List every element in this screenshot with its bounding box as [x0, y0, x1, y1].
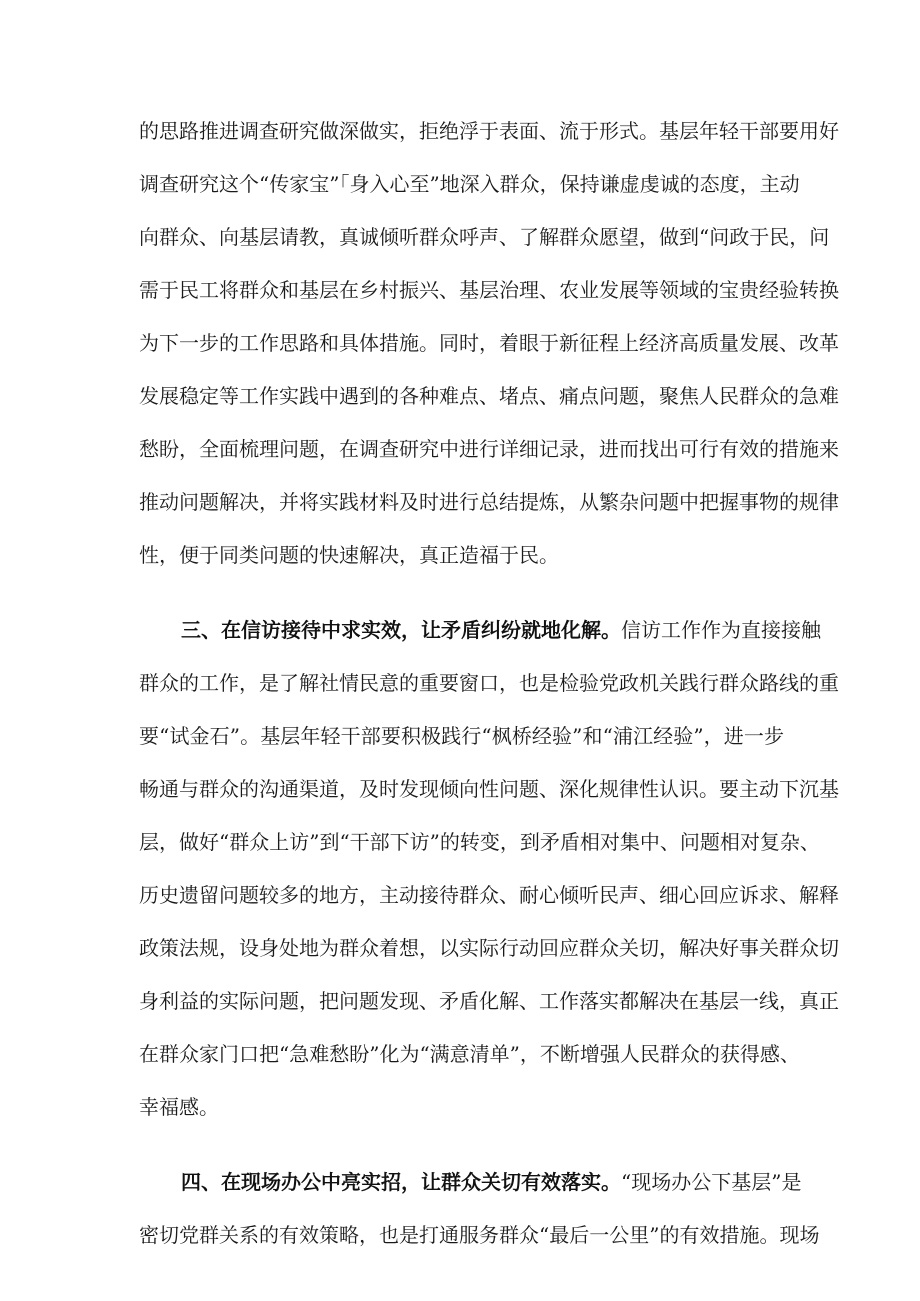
section-4-first-line: [181, 1168, 802, 1196]
paragraph-line: 历史遗留问题较多的地方，主动接待群众、耐心倾听民声、细心回应诉求、解释: [139, 883, 839, 907]
paragraph-line: 性，便于同类问题的快速解决，真正造福于民。: [139, 543, 559, 567]
paragraph-line: 为下一步的工作思路和具体措施。同时，着眼于新征程上经济高质量发展、改革: [139, 331, 839, 355]
section-3-heading: 三、在信访接待中求实效，让矛盾纠纷就地化解。: [181, 618, 621, 642]
paragraph-line: 发展稳定等工作实践中遇到的各种难点、堵点、痛点问题，聚焦人民群众的急难: [139, 384, 839, 408]
section-4-first-line-text: “现场办公下基层”是: [621, 1170, 802, 1194]
paragraph-line: 在群众家门口把“急难愁盼”化为“满意清单”，不断增强人民群众的获得感、: [139, 1042, 800, 1066]
section-3-first-line-text: 信访工作作为直接接触: [621, 618, 821, 642]
paragraph-line: 愁盼，全面梳理问题，在调查研究中进行详细记录，进而找出可行有效的措施来: [139, 437, 839, 461]
section-3-first-line: [181, 616, 821, 644]
paragraph-line: 向群众、向基层请教，真诚倾听群众呼声、了解群众愿望，做到“问政于民，问: [139, 225, 830, 249]
paragraph-line: 密切党群关系的有效策略，也是打通服务群众“最后一公里”的有效措施。现场: [139, 1223, 820, 1247]
paragraph-line: 要“试金石”。基层年轻干部要积极践行“枫桥经验”和“浦江经验”，进一步: [139, 724, 784, 748]
paragraph-line: 推动问题解决，并将实践材料及时进行总结提炼，从繁杂问题中把握事物的规律: [139, 490, 839, 514]
paragraph-line: 身利益的实际问题，把问题发现、矛盾化解、工作落实都解决在基层一线，真正: [139, 989, 839, 1013]
paragraph-line: 层，做好“群众上访”到“干部下访”的转变，到矛盾相对集中、问题相对复杂、: [139, 830, 820, 854]
section-4-heading: 四、在现场办公中亮实招，让群众关切有效落实。: [181, 1170, 621, 1194]
paragraph-line: 调查研究这个“传家宝”「身入心至”地深入群众，保持谦虚虔诚的态度，主动: [139, 172, 800, 196]
paragraph-line: 畅通与群众的沟通渠道，及时发现倾向性问题、深化规律性认识。要主动下沉基: [139, 777, 839, 801]
paragraph-line: 的思路推进调查研究做深做实，拒绝浮于表面、流于形式。基层年轻干部要用好: [139, 119, 839, 143]
paragraph-line: 需于民工将群众和基层在乡村振兴、基层治理、农业发展等领域的宝贵经验转换: [139, 278, 839, 302]
paragraph-line: 群众的工作，是了解社情民意的重要窗口，也是检验党政机关践行群众路线的重: [139, 671, 839, 695]
paragraph-line: 政策法规，设身处地为群众着想，以实际行动回应群众关切，解决好事关群众切: [139, 936, 839, 960]
paragraph-line: 幸福感。: [139, 1095, 219, 1119]
